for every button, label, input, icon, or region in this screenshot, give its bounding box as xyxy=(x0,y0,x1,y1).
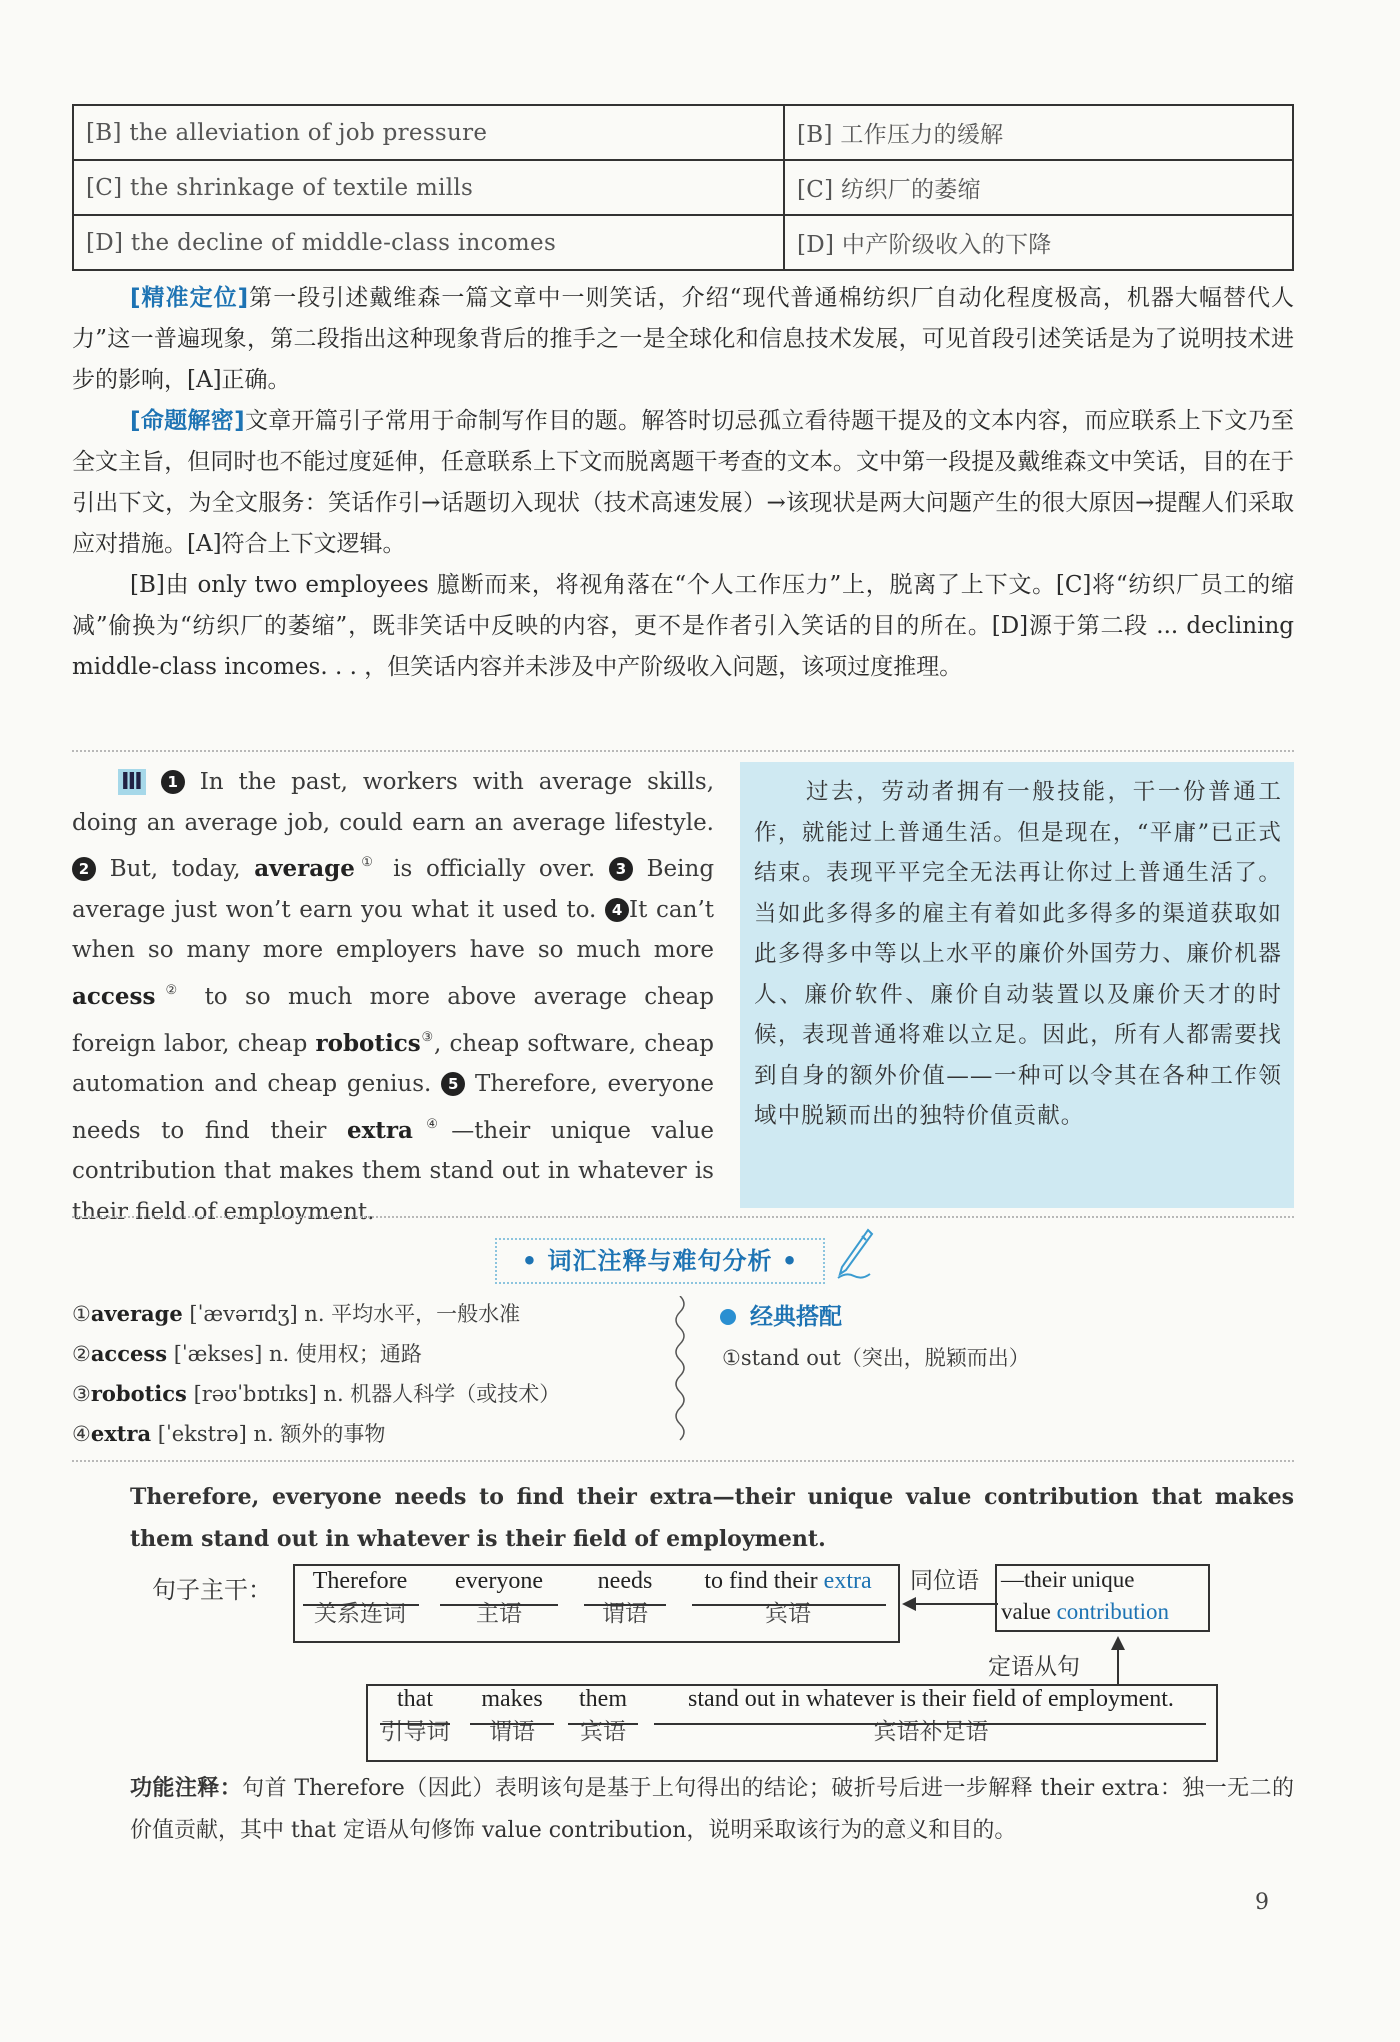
sentence-3: Being average just won’t earn you what it used to. xyxy=(72,856,715,923)
option-zh: [D] 中产阶级收入的下降 xyxy=(784,215,1293,270)
vocab-word-robotics: robotics xyxy=(315,1029,421,1057)
footnote-mark: ② xyxy=(155,982,188,998)
clause-cell: stand out in whatever is their field of employment. 宾语补足语 xyxy=(688,1686,1174,1745)
sentence-4a: It can’t when so many more employers have so much more xyxy=(72,896,715,964)
appositive-tag: 同位语 xyxy=(910,1568,979,1594)
vocab-item: ②access [ˈækses] n. 使用权；通路 xyxy=(72,1341,422,1366)
attributive-clause-tag: 定语从句 xyxy=(988,1654,1080,1680)
vocab-section-header: • 词汇注释与难句分析 • xyxy=(495,1238,825,1284)
divider xyxy=(72,1460,1294,1462)
vocab-list xyxy=(72,1294,560,1454)
function-note-text: 句首 Therefore（因此）表明该句是基于上句得出的结论；破折号后进一步解释 their extra：独一无二的价值贡献，其中 that 定语从句修饰 value contribution，说明采取该行为的意义和目的。 xyxy=(130,1776,1294,1843)
sentence-1: In the past, workers with average skills, doing an average job, could earn an average lifestyle. xyxy=(72,769,715,836)
option-row-d xyxy=(73,215,1293,270)
divider xyxy=(72,750,1294,752)
footnote-mark: ④ xyxy=(412,1116,452,1132)
option-zh: [C] 纺织厂的萎缩 xyxy=(784,160,1293,215)
main-clause-cell: needs 谓语 xyxy=(597,1568,653,1627)
arrow-up-icon xyxy=(1108,1634,1128,1684)
clause-cell: them 宾语 xyxy=(579,1686,627,1745)
collocation-header: 经典搭配 xyxy=(720,1298,842,1331)
locate-label: [精准定位] xyxy=(130,285,249,311)
main-clause-cell: everyone 主语 xyxy=(455,1568,543,1627)
footnote-mark: ③ xyxy=(420,1029,435,1045)
vocab-word-extra: extra xyxy=(346,1116,413,1144)
main-clause-label: 句子主干： xyxy=(152,1576,272,1604)
sentence-number: 2 xyxy=(72,857,96,881)
appositive-text: —their unique value contribution xyxy=(1001,1567,1169,1624)
footnote-mark: ① xyxy=(354,855,380,871)
sentence-number: 5 xyxy=(441,1072,465,1096)
secret-paragraph xyxy=(72,401,1294,565)
main-clause-cell: to find their extra 宾语 xyxy=(704,1568,872,1627)
locate-text: 第一段引述戴维森一篇文章中一则笑话，介绍“现代普通棉纺织厂自动化程度极高，机器大幅替代人力”这一普遍现象，第二段指出这种现象背后的推手之一是全球化和信息技术发展，可见首段引述笑话是为了说明技术进步的影响，[A]正确。 xyxy=(72,285,1294,393)
collocation-item: ①stand out（突出，脱颖而出） xyxy=(722,1346,1030,1370)
option-row-b xyxy=(73,105,1293,160)
translation-text: 过去，劳动者拥有一般技能，干一份普通工作，就能过上普通生活。但是现在，“平庸”已正式结束。表现平平完全无法再让你过上普通生活了。当如此多得多的雇主有着如此多得多的渠道获取如此多得多中等以上水平的廉价外国劳力、廉价机器人、廉价软件、廉价自动装置以及廉价天才的时候，表现普通将难以立足。因此，所有人都需要找到自身的额外价值——一种可以令其在各种工作领域中脱颖而出的独特价值贡献。 xyxy=(754,779,1282,1129)
page-number: 9 xyxy=(1255,1890,1269,1915)
wrong-options-paragraph: [B]由 only two employees 臆断而来，将视角落在“个人工作压力”上，脱离了上下文。[C]将“纺织厂员工的缩减”偷换为“纺织厂的萎缩”，既非笑话中反映的内容，更不是作者引入笑话的目的所在。[D]源于第二段 ... declining middle-class incomes. . . ，但笑话内容并未涉及中产阶级收入问题，该项过度推理。 xyxy=(72,572,1294,680)
vocab-item: ③robotics [rəʊˈbɒtɪks] n. 机器人科学（或技术） xyxy=(72,1381,561,1406)
option-en: [B] the alleviation of job pressure xyxy=(73,105,784,160)
paragraph-number: Ⅲ xyxy=(118,769,146,795)
divider xyxy=(72,1216,1294,1218)
vocab-word-average: average xyxy=(254,855,355,883)
passage-paragraph xyxy=(72,762,714,1233)
option-en: [D] the decline of middle-class incomes xyxy=(73,215,784,270)
sentence-number: 1 xyxy=(161,770,185,794)
vocab-word-access: access xyxy=(72,982,156,1010)
bullet-icon xyxy=(720,1309,736,1325)
sentence-4c: , cheap software, cheap automation and cheap genius. xyxy=(72,1030,715,1098)
secret-text: 文章开篇引子常用于命制写作目的题。解答时切忌孤立看待题干提及的文本内容，而应联系上下文乃至全文主旨，但同时也不能过度延伸，任意联系上下文而脱离题干考查的文本。文中第一段提及戴维森文中笑话，目的在于引出下文，为全文服务：笑话作引→话题切入现状（技术高速发展）→该现状是两大问题产生的很大原因→提醒人们采取应对措施。[A]符合上下文逻辑。 xyxy=(72,408,1294,557)
sentence-5a: Therefore, everyone needs to find their xyxy=(72,1071,714,1144)
clause-cell: that 引导词 xyxy=(380,1686,450,1745)
difficult-sentence: Therefore, everyone needs to find their extra—their unique value contribution that makes them stand out in whatever is their field of employment. xyxy=(130,1484,1294,1552)
vocab-item: ④extra [ˈekstrə] n. 额外的事物 xyxy=(72,1421,386,1446)
option-zh: [B] 工作压力的缓解 xyxy=(784,105,1293,160)
translation-box xyxy=(740,762,1294,1208)
main-clause-cell: Therefore 关系连词 xyxy=(312,1568,408,1627)
sentence-5b: —their unique value contribution that makes them stand out in whatever is their field of employment. xyxy=(72,1117,715,1225)
wavy-divider xyxy=(670,1296,690,1446)
sentence-number: 3 xyxy=(609,857,633,881)
option-row-c xyxy=(73,160,1293,215)
function-note xyxy=(130,1768,1294,1852)
pen-icon xyxy=(832,1226,876,1282)
sentence-4b: to so much more above average cheap foreign labor, cheap xyxy=(72,983,714,1057)
options-table xyxy=(72,104,1294,271)
sentence-number: 4 xyxy=(605,898,629,922)
sentence-2a: But, today, xyxy=(109,856,241,883)
clause-cell: makes 谓语 xyxy=(481,1686,543,1745)
locate-paragraph xyxy=(72,278,1294,401)
secret-label: [命题解密] xyxy=(130,408,245,434)
sentence-2b: is officially over. xyxy=(393,856,596,883)
arrow-left-icon xyxy=(900,1594,1000,1614)
option-en: [C] the shrinkage of textile mills xyxy=(73,160,784,215)
function-note-label: 功能注释： xyxy=(130,1776,243,1801)
vocab-item: ①average [ˈævərɪdʒ] n. 平均水平，一般水准 xyxy=(72,1301,521,1326)
